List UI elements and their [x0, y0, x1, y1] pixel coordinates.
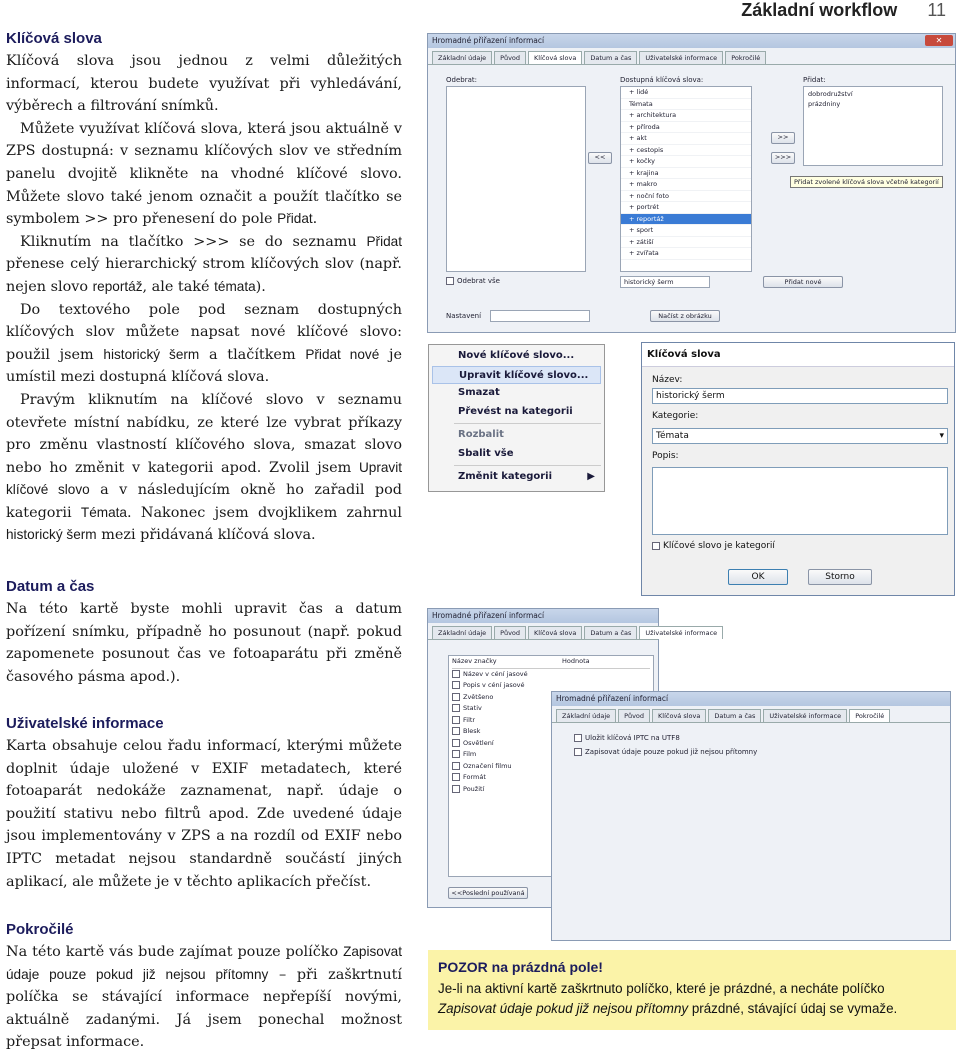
- table-row[interactable]: Formát: [452, 772, 650, 784]
- list-item[interactable]: Témata: [621, 99, 751, 111]
- paragraph: Kliknutím na tlačítko >>> se do seznamu Přidat přenese celý hierarchický strom klíčových slov (např. nejen slovo reportáž, ale také témata).: [6, 233, 402, 295]
- add-button[interactable]: >>: [771, 132, 795, 144]
- window-title: Hromadné přiřazení informací: [552, 692, 950, 706]
- table-row[interactable]: Filtr: [452, 715, 650, 727]
- description-label: Popis:: [652, 451, 679, 461]
- page-number: 11: [927, 0, 946, 20]
- table-row[interactable]: Název v céní jasové: [452, 669, 650, 681]
- tab-userinfo[interactable]: Uživatelské informace: [763, 709, 847, 722]
- keywords-window-screenshot: [427, 33, 956, 333]
- menu-separator: [454, 423, 601, 424]
- list-item[interactable]: + kočky: [621, 156, 751, 168]
- list-item[interactable]: + lidé: [621, 87, 751, 99]
- paragraph: Karta obsahuje celou řadu informací, kterými můžete doplnit údaje uložené v EXIF metadatech, které fotoaparát nedokáže zaznamenat, např. údaje o použití stativu nebo filtrů apod. Zde uvedené údaje jsou implementovány v ZPS a na rozdíl od EXIF nebo IPTC metadat nejsou standardně součástí jiných aplikací, ale můžete je v těchto aplikacích přečíst.: [6, 738, 402, 890]
- remove-list[interactable]: [446, 86, 586, 272]
- tab-bar: [428, 48, 955, 65]
- list-item[interactable]: + architektura: [621, 110, 751, 122]
- tab-datetime[interactable]: Datum a čas: [584, 51, 637, 64]
- remove-button[interactable]: <<: [588, 152, 612, 164]
- name-label: Název:: [652, 375, 683, 385]
- list-item[interactable]: + příroda: [621, 122, 751, 134]
- tooltip: Přidat zvolené klíčová slova včetně kategorií: [790, 176, 943, 188]
- window-title: Hromadné přiřazení informací: [428, 34, 955, 48]
- list-item[interactable]: + noční foto: [621, 191, 751, 203]
- table-row[interactable]: Zvětšeno: [452, 692, 650, 704]
- table-row[interactable]: Osvětlení: [452, 738, 650, 750]
- table-row[interactable]: Označení filmu: [452, 761, 650, 773]
- tab-advanced[interactable]: Pokročilé: [725, 51, 766, 64]
- menu-item-collapse-all[interactable]: Sbalit vše: [458, 447, 514, 459]
- list-item[interactable]: + makro: [621, 179, 751, 191]
- tab-datetime[interactable]: Datum a čas: [708, 709, 761, 722]
- ok-button[interactable]: OK: [728, 569, 788, 585]
- menu-item-delete[interactable]: Smazat: [458, 387, 500, 398]
- list-item[interactable]: + cestopis: [621, 145, 751, 157]
- chevron-right-icon: ▶: [587, 471, 595, 482]
- tab-keywords[interactable]: Klíčová slova: [528, 626, 582, 639]
- tab-keywords[interactable]: Klíčová slova: [528, 51, 582, 64]
- add-label: Přidat:: [803, 76, 826, 84]
- paragraph: Na této kartě byste mohli upravit čas a datum pořízení snímku, případně ho posunout (např. pokud zapomenete posunout čas ve fotoaparátu při změně časového pásma apod.).: [6, 601, 402, 685]
- tab-bar: [428, 623, 718, 640]
- menu-separator: [454, 465, 601, 466]
- description-input[interactable]: [652, 467, 948, 535]
- add-list[interactable]: [803, 86, 943, 166]
- menu-item-edit-keyword[interactable]: Upravit klíčové slovo...: [432, 366, 601, 385]
- available-keywords-list[interactable]: [620, 86, 752, 272]
- paragraph: Na této kartě vás bude zajímat pouze políčko Zapisovat údaje pouze pokud již nejsou přítomny – při zaškrtnutí políčka se stávající informace nepřepíší novými, aktuálně zadanými. Já jsem ponechal možnost přepsat informace.: [6, 944, 403, 1051]
- name-input[interactable]: historický šerm: [652, 388, 948, 404]
- add-tree-button[interactable]: >>>: [771, 152, 795, 164]
- paragraph: Pravým kliknutím na klíčové slovo v seznamu otevřete místní nabídku, ze které lze vybrat příkazy pro změnu vlastností klíčového slova, smazat slovo nebo ho změnit v kategorii apod. Zvolil jsem Upravit klíčové slovo a v následujícím okně ho zařadil pod kategorii Témata. Nakonec jsem dvojklikem zahrnul historický šerm mezi přidávaná klíčová slova.: [6, 391, 402, 544]
- chapter-title: Základní workflow: [741, 0, 898, 20]
- paragraph: Do textového pole pod seznam dostupných klíčových slov můžete napsat nové klíčové slovo: použil jsem historický šerm a tlačítkem Přidat nové je umístil mezi dostupná klíčová slova.: [6, 301, 402, 386]
- menu-item-expand[interactable]: Rozbalit: [458, 429, 504, 440]
- paragraph: Můžete využívat klíčová slova, která jsou aktuálně v ZPS dostupná: v seznamu klíčových slov ve středním panelu dvojitě klikněte na vhodné klíčové slovo. Můžete slovo také jenom označit a použít tlačítko se symbolem >> pro přenesení do pole Přidat.: [6, 120, 402, 228]
- section-keywords: [6, 28, 402, 547]
- section-userinfo: [6, 713, 402, 893]
- close-icon[interactable]: ✕: [925, 35, 953, 46]
- tab-advanced[interactable]: Pokročilé: [849, 709, 890, 722]
- section-heading: Pokročilé: [6, 921, 74, 938]
- chevron-down-icon: ▾: [939, 431, 944, 441]
- keyword-dialog: [641, 342, 955, 596]
- table-row[interactable]: Blesk: [452, 726, 650, 738]
- list-item[interactable]: + sport: [621, 225, 751, 237]
- table-row[interactable]: Film: [452, 749, 650, 761]
- dialog-title: Klíčová slova: [642, 343, 954, 367]
- tab-origin[interactable]: Původ: [618, 709, 650, 722]
- paragraph: Klíčová slova jsou jednou z velmi důležitých informací, kterou budete využívat při vyhledávání, výběrech a filtrování snímků.: [6, 53, 402, 115]
- available-label: Dostupná klíčová slova:: [620, 76, 704, 84]
- list-item[interactable]: + akt: [621, 133, 751, 145]
- tab-origin[interactable]: Původ: [494, 626, 526, 639]
- add-new-button[interactable]: Přidat nové: [763, 276, 843, 288]
- write-only-if-missing-checkbox[interactable]: Zapisovat údaje pouze pokud již nejsou přítomny: [574, 748, 757, 756]
- list-item[interactable]: prázdniny: [808, 100, 841, 108]
- window-title: Hromadné přiřazení informací: [428, 609, 658, 623]
- tab-origin[interactable]: Původ: [494, 51, 526, 64]
- category-label: Kategorie:: [652, 411, 699, 421]
- tab-basic[interactable]: Základní údaje: [432, 51, 492, 64]
- section-heading: Datum a čas: [6, 578, 95, 595]
- advanced-window-screenshot: [551, 691, 951, 941]
- category-select[interactable]: Témata ▾: [652, 428, 948, 444]
- table-header: Název značky Hodnota: [452, 656, 650, 669]
- warning-box: [428, 950, 956, 1030]
- list-item[interactable]: dobrodružství: [808, 90, 853, 98]
- tab-keywords[interactable]: Klíčová slova: [652, 709, 706, 722]
- is-category-checkbox[interactable]: Klíčové slovo je kategorií: [652, 541, 775, 551]
- list-item[interactable]: + zvířata: [621, 248, 751, 260]
- recent-button[interactable]: <<Poslední používaná: [448, 887, 528, 899]
- iptc-utf8-checkbox[interactable]: Uložit klíčová IPTC na UTF8: [574, 734, 680, 742]
- context-menu: [428, 344, 605, 492]
- list-item[interactable]: + portrét: [621, 202, 751, 214]
- table-row[interactable]: Použití: [452, 784, 650, 796]
- section-advanced: [6, 919, 402, 1054]
- page-header: [741, 0, 946, 21]
- tab-basic[interactable]: Základní údaje: [556, 709, 616, 722]
- settings-label: Nastavení: [446, 312, 482, 320]
- tab-datetime[interactable]: Datum a čas: [584, 626, 637, 639]
- new-keyword-input[interactable]: historický šerm: [620, 276, 710, 288]
- list-item[interactable]: + zátiší: [621, 237, 751, 249]
- cancel-button[interactable]: Storno: [808, 569, 872, 585]
- settings-dropdown[interactable]: [490, 310, 590, 322]
- section-heading: Uživatelské informace: [6, 715, 164, 732]
- list-item-selected[interactable]: + reportáž: [621, 214, 751, 226]
- tab-bar: [552, 706, 950, 723]
- tab-userinfo[interactable]: Uživatelské informace: [639, 51, 723, 64]
- remove-label: Odebrat:: [446, 76, 477, 84]
- table-row[interactable]: Stativ: [452, 703, 650, 715]
- warning-text: Je-li na aktivní kartě zaškrtnuto políčko, které je prázdné, a necháte políčko Zapisovat údaje pokud již nejsou přítomny prázdné, stávající údaj se vymaže.: [438, 980, 898, 1016]
- list-item[interactable]: + krajina: [621, 168, 751, 180]
- remove-all-checkbox[interactable]: Odebrat vše: [446, 277, 500, 285]
- menu-item-change-category[interactable]: Změnit kategorii ▶: [432, 468, 601, 487]
- section-datetime: [6, 576, 402, 688]
- menu-item-new-keyword[interactable]: Nové klíčové slovo...: [458, 350, 575, 361]
- tab-userinfo[interactable]: Uživatelské informace: [639, 626, 723, 639]
- tab-basic[interactable]: Základní údaje: [432, 626, 492, 639]
- table-row[interactable]: Popis v céní jasové: [452, 680, 650, 692]
- section-heading: Klíčová slova: [6, 30, 102, 47]
- menu-item-convert-to-category[interactable]: Převést na kategorii: [458, 405, 573, 417]
- load-from-image-button[interactable]: Načíst z obrázku: [650, 310, 720, 322]
- warning-title: POZOR na prázdná pole!: [438, 959, 603, 975]
